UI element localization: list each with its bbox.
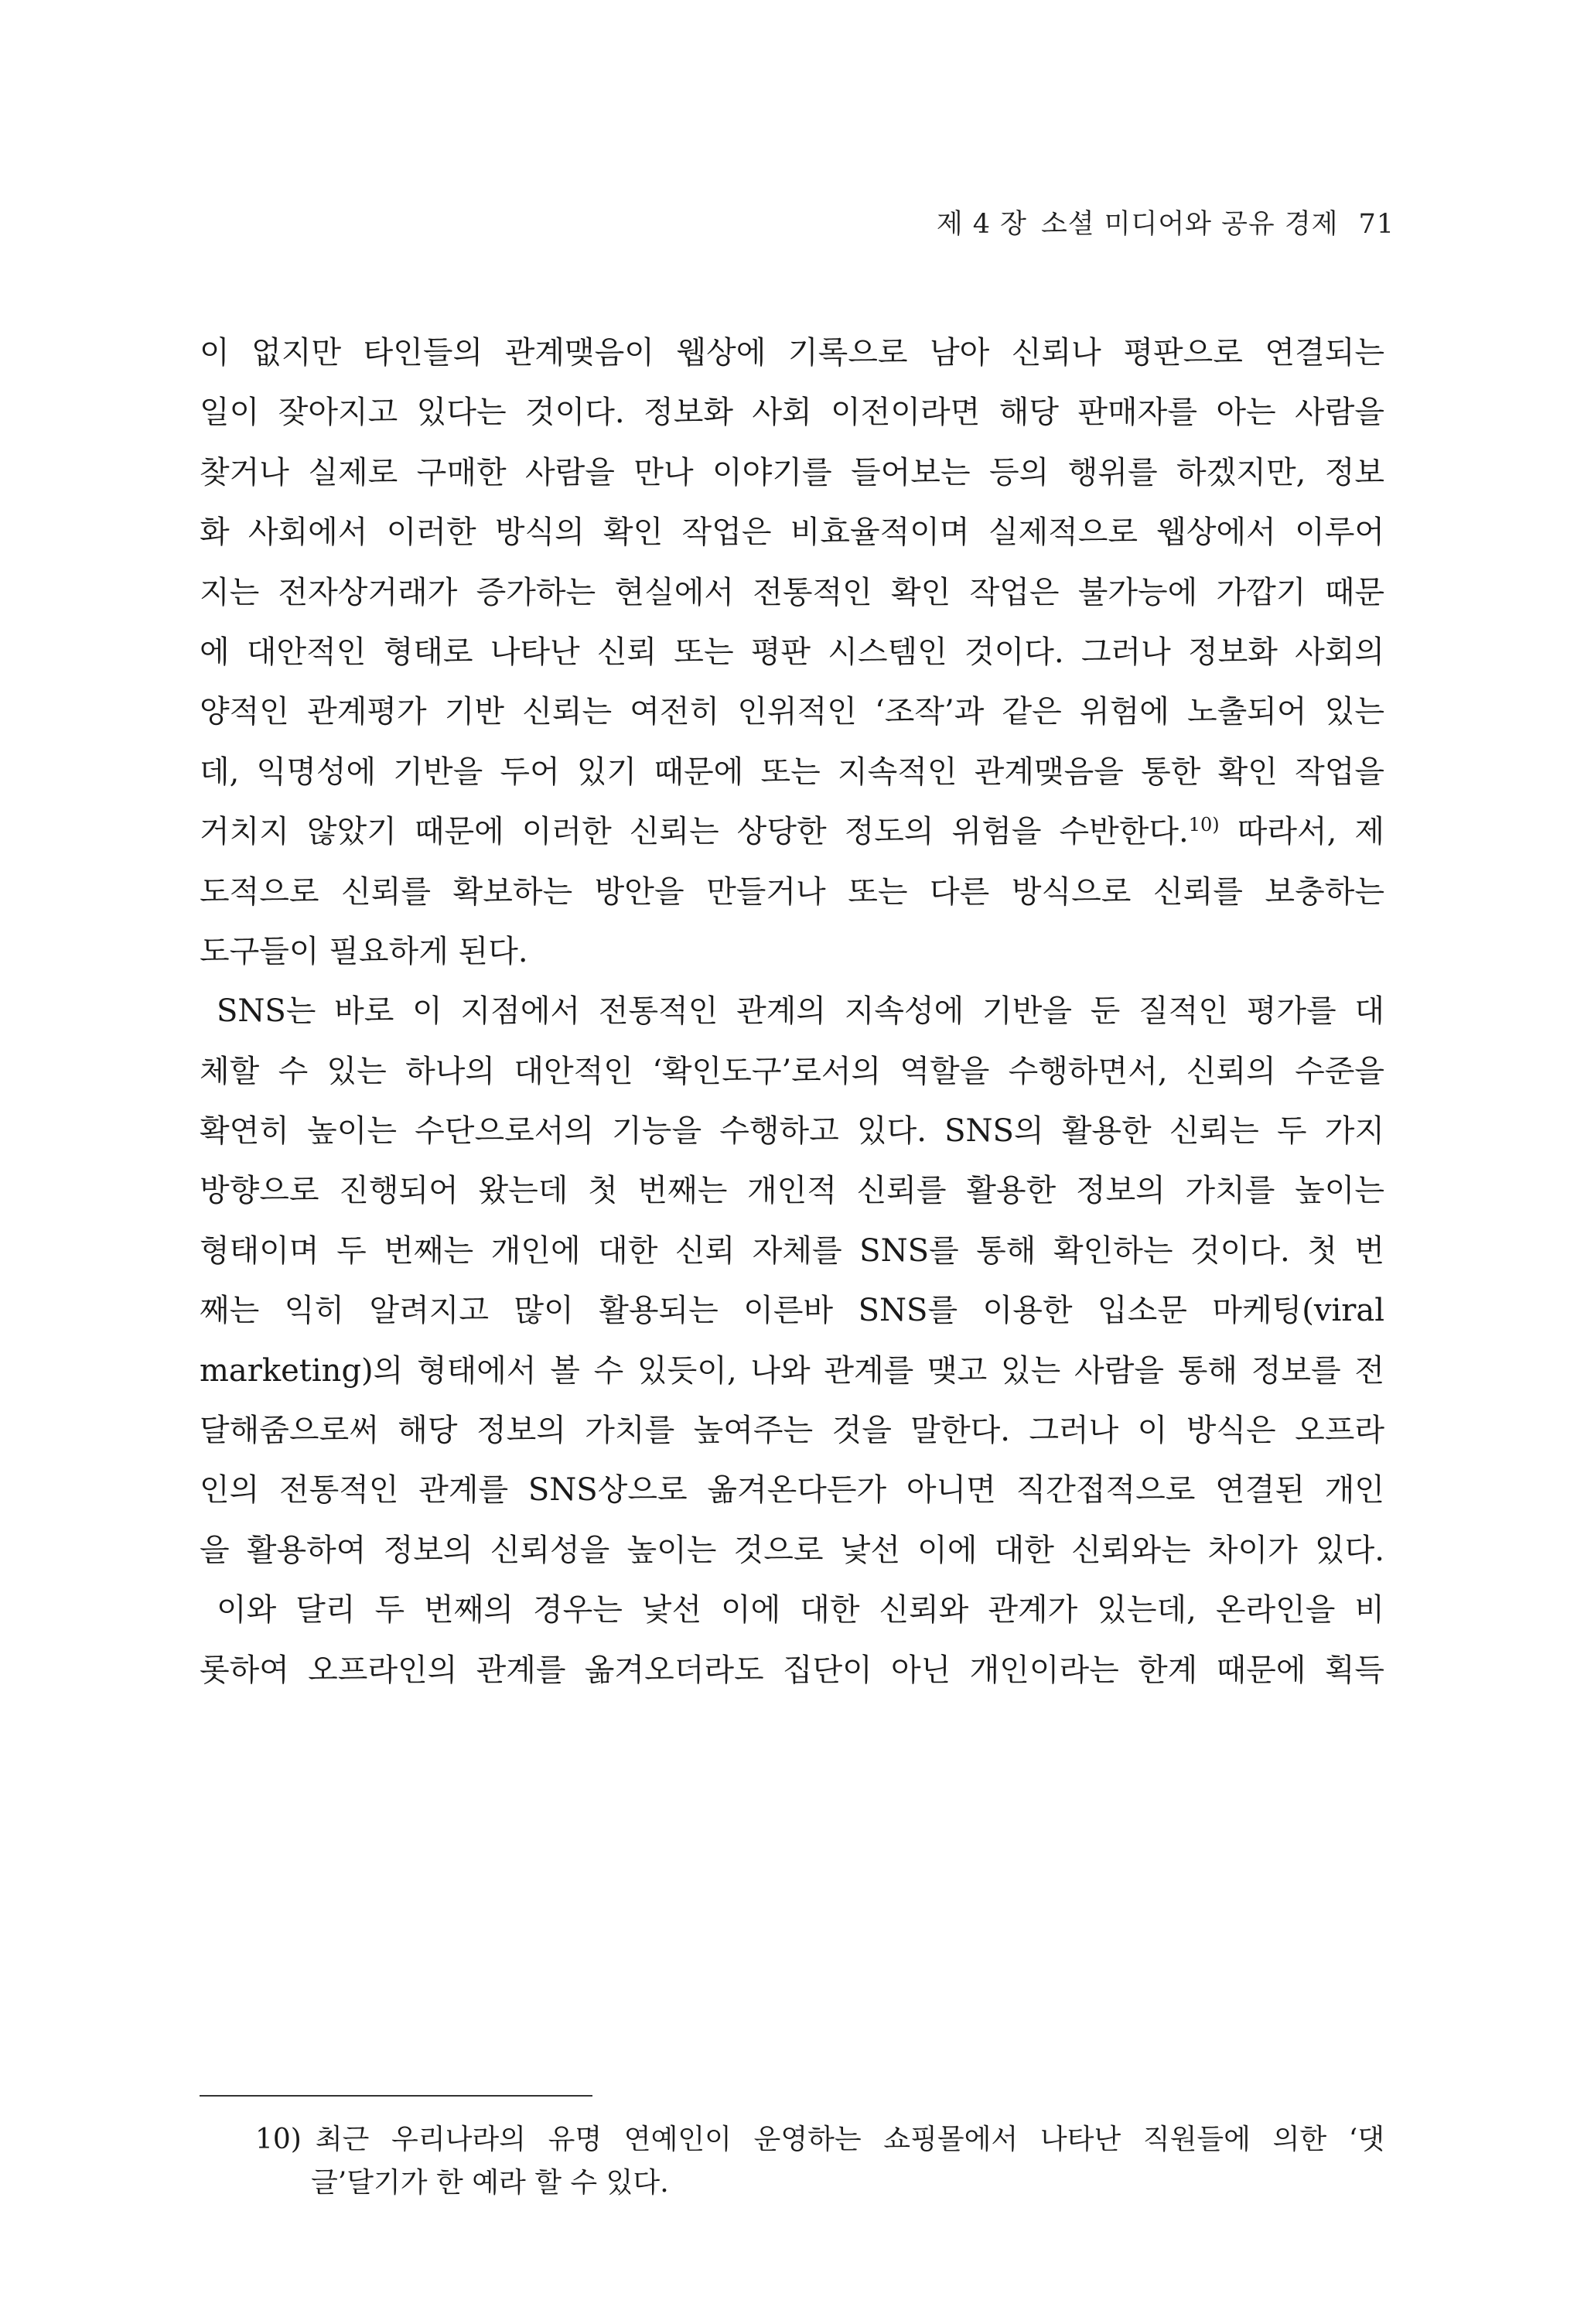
body-text [200,323,1384,1700]
text-line: 도적으로 신뢰를 확보하는 방안을 만들거나 또는 다른 방식으로 신뢰를 보충하는 [200,873,1384,910]
page-number: 71 [1358,209,1395,240]
paragraph-3 [200,1581,1384,1700]
text-line: 이와 달리 두 번째의 경우는 낯선 이에 대한 신뢰와 관계가 있는데, 온라인을 비 [217,1592,1384,1629]
footnote-line: 글’달기가 한 예라 할 수 있다. [311,2167,669,2199]
paragraph-2 [200,982,1384,1581]
text-line: 인의 전통적인 관계를 SNS상으로 옮겨온다든가 아니면 직간접적으로 연결된 개인 [200,1472,1384,1509]
text-line: 을 활용하여 정보의 신뢰성을 높이는 것으로 낯선 이에 대한 신뢰와는 차이가 있다. [200,1532,1384,1568]
text-line-with-footnote [200,802,1384,862]
running-head [937,203,1395,241]
footnote [255,2118,1384,2205]
chapter-title: 소셜 미디어와 공유 경제 [1040,209,1339,240]
text-line: 지는 전자상거래가 증가하는 현실에서 전통적인 확인 작업은 불가능에 가깝기 때문 [200,574,1384,610]
text-line-tail: 따라서, 제 [1237,814,1384,850]
paragraph-1 [200,323,1384,982]
text-line: 확연히 높이는 수단으로서의 기능을 수행하고 있다. SNS의 활용한 신뢰는 두 가지 [200,1113,1384,1150]
text-line: 체할 수 있는 하나의 대안적인 ‘확인도구’로서의 역할을 수행하면서, 신뢰의 수준을 [200,1053,1384,1089]
chapter-label: 제 4 장 [936,209,1027,240]
text-line: 일이 잦아지고 있다는 것이다. 정보화 사회 이전이라면 해당 판매자를 아는 사람을 [200,395,1384,431]
text-line: 화 사회에서 이러한 방식의 확인 작업은 비효율적이며 실제적으로 웹상에서 이루어 [200,514,1384,551]
footnote-number: 10) [255,2124,302,2155]
footnote-line [255,2118,1384,2162]
text-line: 롯하여 오프라인의 관계를 옮겨오더라도 집단이 아닌 개인이라는 한계 때문에 획득 [200,1652,1384,1688]
text-line: 양적인 관계평가 기반 신뢰는 여전히 인위적인 ‘조작’과 같은 위험에 노출되어 있는 [200,694,1384,730]
footnote-text: 최근 우리나라의 유명 연예인이 운영하는 쇼핑몰에서 나타난 직원들에 의한 ‘댓 [315,2124,1384,2155]
text-line: 형태이며 두 번째는 개인에 대한 신뢰 자체를 SNS를 통해 확인하는 것이다. 첫 번 [200,1232,1384,1269]
text-line: 달해줌으로써 해당 정보의 가치를 높여주는 것을 말한다. 그러나 이 방식은 오프라 [200,1413,1384,1449]
footnote-reference[interactable]: 10) [1188,814,1220,836]
text-line: 에 대안적인 형태로 나타난 신뢰 또는 평판 시스템인 것이다. 그러나 정보화 사회의 [200,634,1384,670]
text-line: 이 없지만 타인들의 관계맺음이 웹상에 기록으로 남아 신뢰나 평판으로 연결되는 [200,335,1384,371]
text-line-head: 거치지 않았기 때문에 이러한 신뢰는 상당한 정도의 위험을 수반한다. [200,814,1189,850]
text-line: SNS는 바로 이 지점에서 전통적인 관계의 지속성에 기반을 둔 질적인 평가를 대 [217,993,1384,1030]
text-line: 데, 익명성에 기반을 두어 있기 때문에 또는 지속적인 관계맺음을 통한 확인 작업을 [200,754,1384,790]
text-line: 째는 익히 알려지고 많이 활용되는 이른바 SNS를 이용한 입소문 마케팅(viral [200,1293,1384,1329]
text-line: 찾거나 실제로 구매한 사람을 만나 이야기를 들어보는 등의 행위를 하겠지만, 정보 [200,454,1384,490]
text-line: marketing)의 형태에서 볼 수 있듯이, 나와 관계를 맺고 있는 사람을 통해 정보를 전 [200,1352,1384,1389]
footnote-divider [200,2095,592,2097]
text-line: 방향으로 진행되어 왔는데 첫 번째는 개인적 신뢰를 활용한 정보의 가치를 높이는 [200,1173,1384,1209]
text-line: 도구들이 필요하게 된다. [200,933,528,969]
